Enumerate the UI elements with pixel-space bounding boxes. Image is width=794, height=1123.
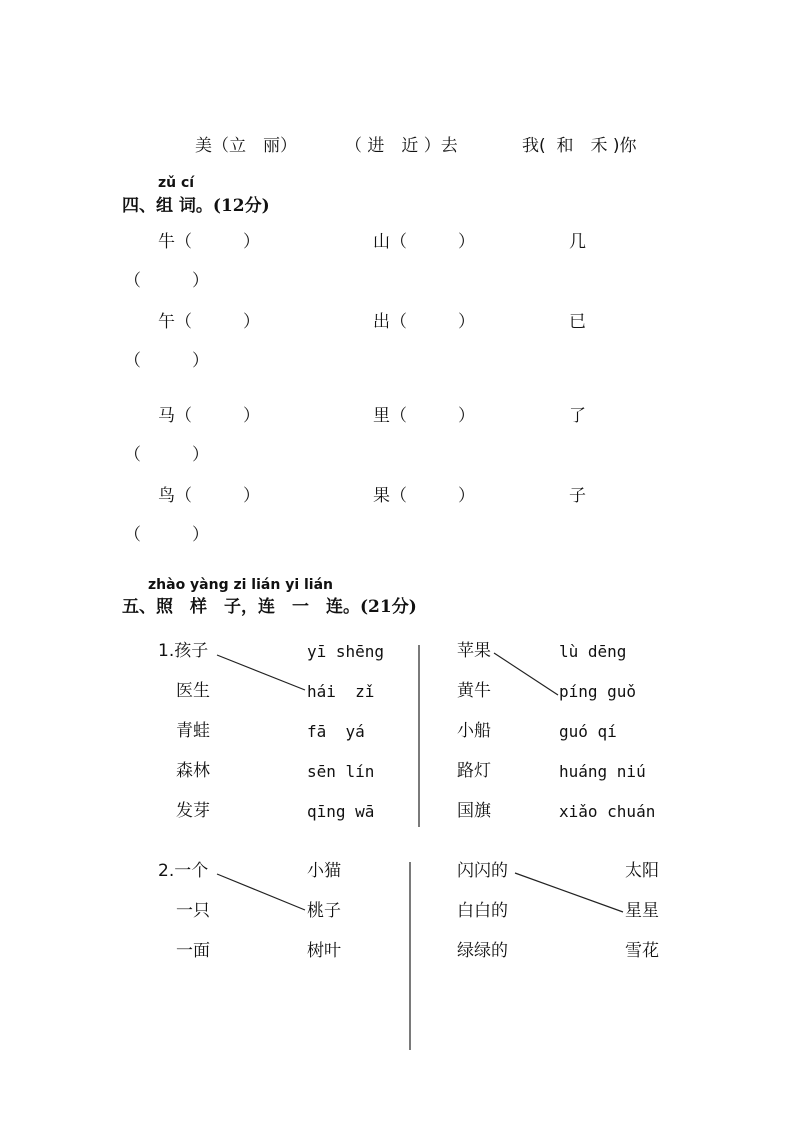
section5-title: 五、照 样 子，连 一 连。(21分) [122, 597, 417, 617]
word-build-3-wrap: （ ） [124, 525, 209, 545]
word-build-1a: 午（ ） [158, 312, 260, 332]
word-build-2a: 马（ ） [158, 406, 260, 426]
word-build-3a: 鸟（ ） [158, 486, 260, 506]
word-build-3b: 果（ ） [373, 486, 475, 506]
match-noun: 雪花 [625, 941, 659, 961]
match-word: 青蛙 [176, 721, 210, 741]
choice-item-2: （ 进 近 ）去 [345, 136, 458, 156]
word-build-0-wrap: （ ） [124, 271, 209, 291]
choice-item-1: 美（立 丽） [195, 136, 297, 156]
match-word: 苹果 [457, 641, 491, 661]
section4-title: 四、组 词。(12分) [122, 196, 270, 216]
match-word: 路灯 [457, 761, 491, 781]
word-build-0b: 山（ ） [373, 232, 475, 252]
match-pinyin: guó qí [559, 722, 617, 741]
word-build-0c: 几 [569, 232, 586, 252]
match-word: 小船 [457, 721, 491, 741]
example-line-1 [217, 655, 305, 690]
word-build-2c: 了 [569, 406, 586, 426]
match-measure: 2.一个 [158, 861, 209, 881]
match-word: 黄牛 [457, 681, 491, 701]
match-noun: 太阳 [625, 861, 659, 881]
match-word: 发芽 [176, 801, 210, 821]
choice-item-3: 我( 和 禾 )你 [522, 136, 637, 156]
match-pinyin: sēn lín [307, 762, 375, 781]
example-line-4 [515, 873, 623, 912]
word-build-1b: 出（ ） [373, 312, 475, 332]
match-pinyin: yī shēng [307, 642, 385, 661]
match-word: 森林 [176, 761, 210, 781]
match-pinyin: huáng niú [559, 762, 646, 781]
match-noun: 树叶 [307, 941, 341, 961]
match-pinyin: hái zǐ [307, 682, 375, 701]
match-pinyin: qīng wā [307, 802, 375, 821]
section5-pinyin: zhào yàng zi lián yi lián [148, 577, 334, 593]
word-build-3c: 子 [569, 486, 586, 506]
match-noun: 小猫 [307, 861, 341, 881]
section4-pinyin: zǔ cí [158, 175, 195, 191]
match-pinyin: píng guǒ [559, 682, 637, 701]
match-adj: 闪闪的 [457, 861, 508, 881]
match-measure: 一面 [176, 941, 210, 961]
match-adj: 绿绿的 [457, 941, 508, 961]
match-measure: 一只 [176, 901, 210, 921]
example-line-3 [217, 874, 305, 910]
match-noun: 星星 [625, 901, 659, 921]
match-pinyin: fā yá [307, 722, 365, 741]
word-build-2-wrap: （ ） [124, 445, 209, 465]
match-word: 医生 [176, 681, 210, 701]
example-line-2 [494, 653, 558, 695]
match-word: 1.孩子 [158, 641, 209, 661]
word-build-1c: 已 [569, 312, 586, 332]
match-noun: 桃子 [307, 901, 341, 921]
word-build-2b: 里（ ） [373, 406, 475, 426]
match-word: 国旗 [457, 801, 491, 821]
match-adj: 白白的 [457, 901, 508, 921]
match-pinyin: lù dēng [559, 642, 627, 661]
match-pinyin: xiǎo chuán [559, 802, 656, 821]
word-build-0a: 牛（ ） [158, 232, 260, 252]
word-build-1-wrap: （ ） [124, 351, 209, 371]
